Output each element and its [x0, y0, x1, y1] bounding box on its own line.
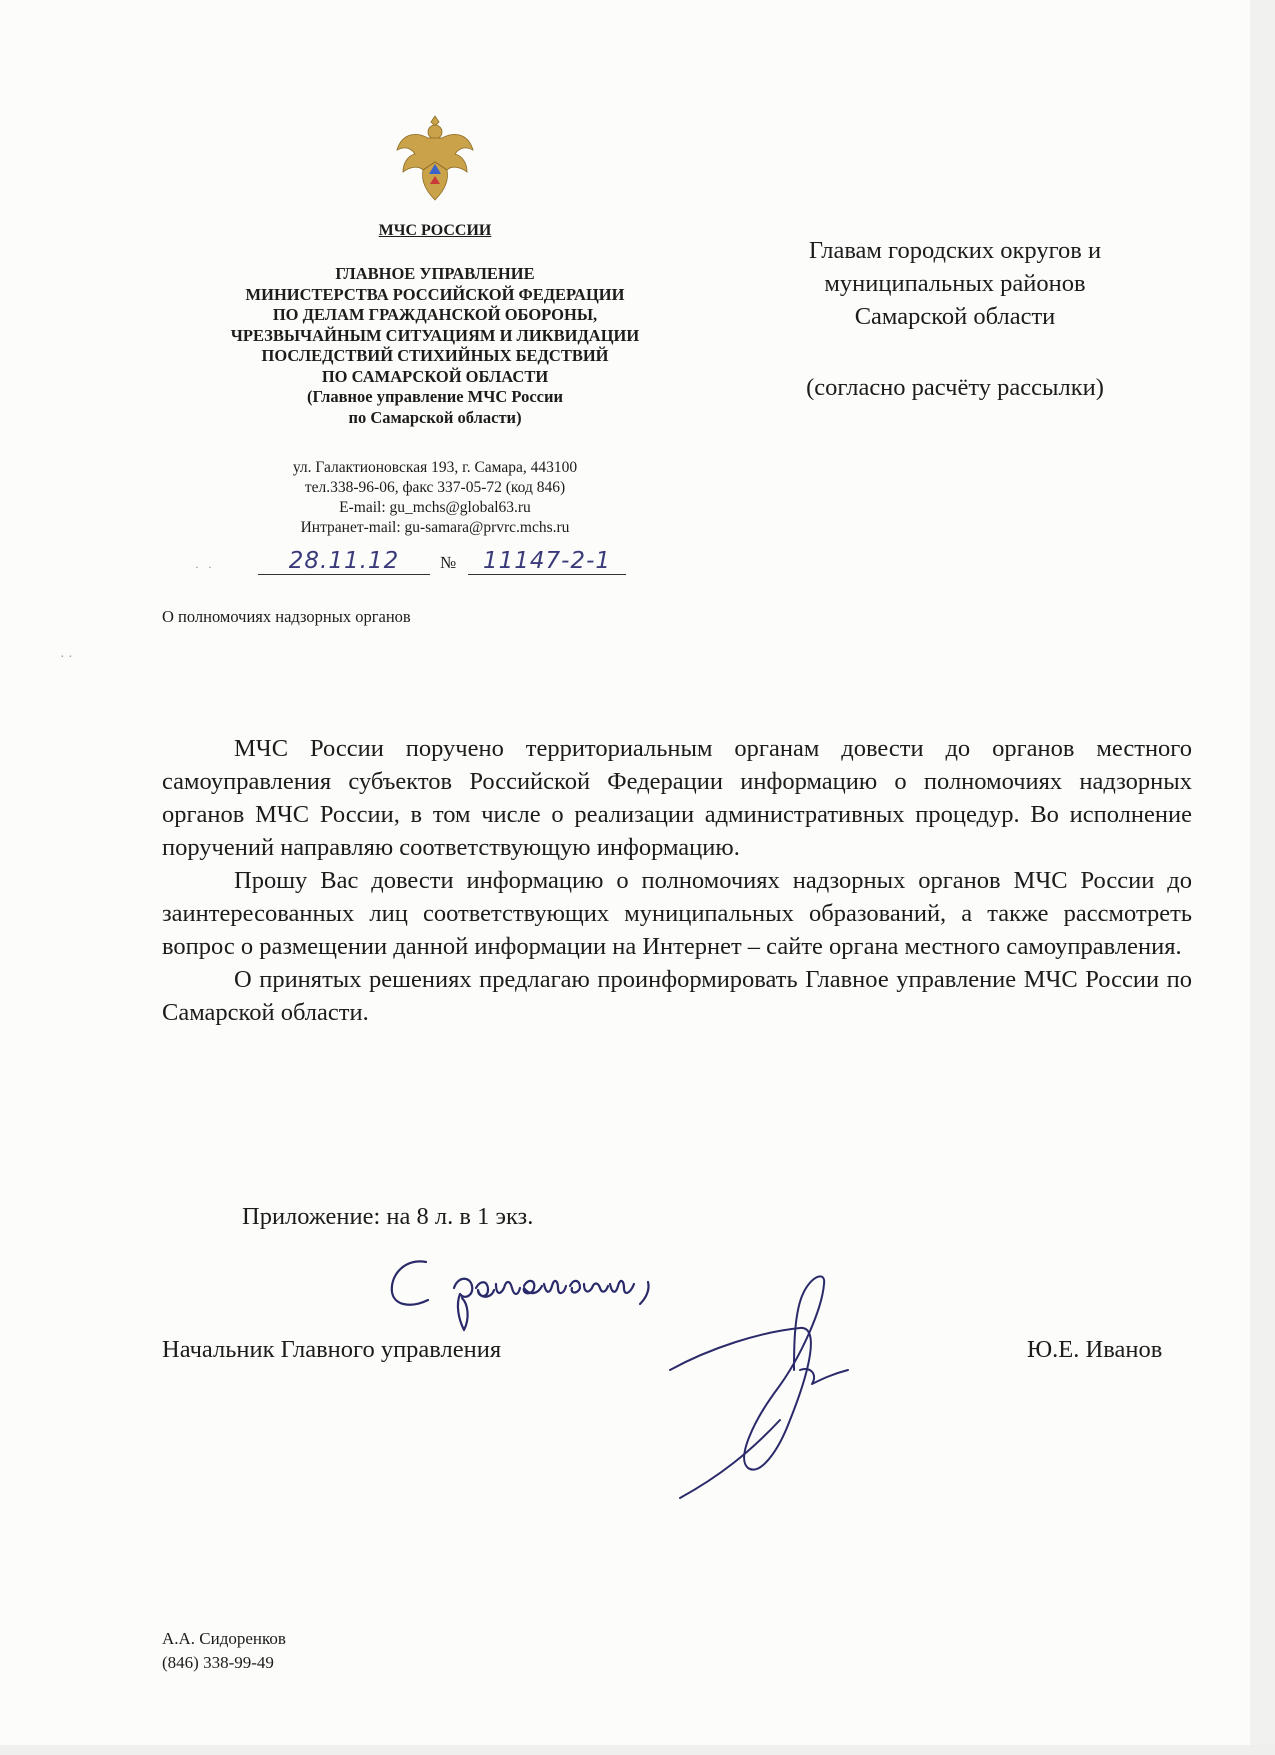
address-line: ул. Галактионовская 193, г. Самара, 443100: [292, 459, 578, 476]
email-line: E-mail: gu_mchs@global63.ru: [339, 499, 531, 516]
org-line: (Главное управление МЧС России: [307, 387, 563, 406]
executor-name: А.А. Сидоренков: [162, 1629, 286, 1648]
scan-specks: · ·: [195, 560, 215, 574]
addressee-line: Главам городских округов и: [808, 237, 1102, 264]
scan-specks: · ·: [60, 650, 73, 665]
letter-subject: О полномочиях надзорных органов: [162, 607, 411, 626]
org-line: ПОСЛЕДСТВИЙ СТИХИЙНЫХ БЕДСТВИЙ: [261, 346, 609, 365]
signer-position: Начальник Главного управления: [162, 1336, 502, 1363]
addressee-line: муниципальных районов: [824, 270, 1086, 297]
executor-phone: (846) 338-99-49: [162, 1653, 274, 1672]
intranet-email-line: Интранет-mail: gu-samara@prvrc.mchs.ru: [300, 519, 570, 536]
distribution-note: (согласно расчёту рассылки): [806, 374, 1104, 401]
org-line: по Самарской области): [348, 407, 522, 427]
executor-block: [162, 1627, 286, 1675]
org-line: ПО САМАРСКОЙ ОБЛАСТИ: [321, 366, 549, 386]
letter-body: [162, 732, 1192, 1029]
agency-short-name: МЧС РОССИИ: [378, 222, 492, 239]
scan-edge-right: [1250, 0, 1275, 1755]
body-paragraph: О принятых решениях предлагаю проинформировать Главное управление МЧС России по Самарской области.: [162, 966, 1192, 1026]
signer-name: Ю.Е. Иванов: [1027, 1336, 1163, 1363]
attachment-note: Приложение: на 8 л. в 1 экз.: [242, 1203, 534, 1230]
registration-date: 28.11.12: [258, 548, 430, 575]
org-line: МИНИСТЕРСТВА РОССИЙСКОЙ ФЕДЕРАЦИИ: [245, 284, 625, 304]
eagle-emblem-icon: [395, 110, 475, 206]
addressee-line: Самарской области: [854, 303, 1056, 330]
signature-image: [650, 1270, 940, 1500]
scan-edge-bottom: [0, 1745, 1275, 1755]
org-line: ПО ДЕЛАМ ГРАЖДАНСКОЙ ОБОРОНЫ,: [272, 305, 598, 324]
org-line: ГЛАВНОЕ УПРАВЛЕНИЕ: [335, 264, 535, 283]
organization-name: [160, 264, 710, 428]
body-paragraph: Прошу Вас довести информацию о полномочиях надзорных органов МЧС России до заинтересованных лиц соответствующих муниципальных образований, а также рассмотреть вопрос о размещении данной информации на Интернет – сайте органа местного самоуправления.: [162, 867, 1192, 960]
org-line: ЧРЕЗВЫЧАЙНЫМ СИТУАЦИЯМ И ЛИКВИДАЦИИ: [230, 325, 640, 345]
addressee-block: [750, 234, 1160, 404]
body-paragraph: МЧС России поручено территориальным органам довести до органов местного самоуправления субъектов Российской Федерации информацию о полномочиях надзорных органов МЧС России, в том числе о реализации административных процедур. Во исполнение поручений направляю соответствующую информацию.: [162, 735, 1192, 861]
number-sign: №: [440, 553, 457, 572]
registration-number: 11147-2-1: [468, 548, 626, 575]
phone-fax-line: тел.338-96-06, факс 337-05-72 (код 846): [304, 479, 566, 496]
contact-address: [160, 458, 710, 538]
